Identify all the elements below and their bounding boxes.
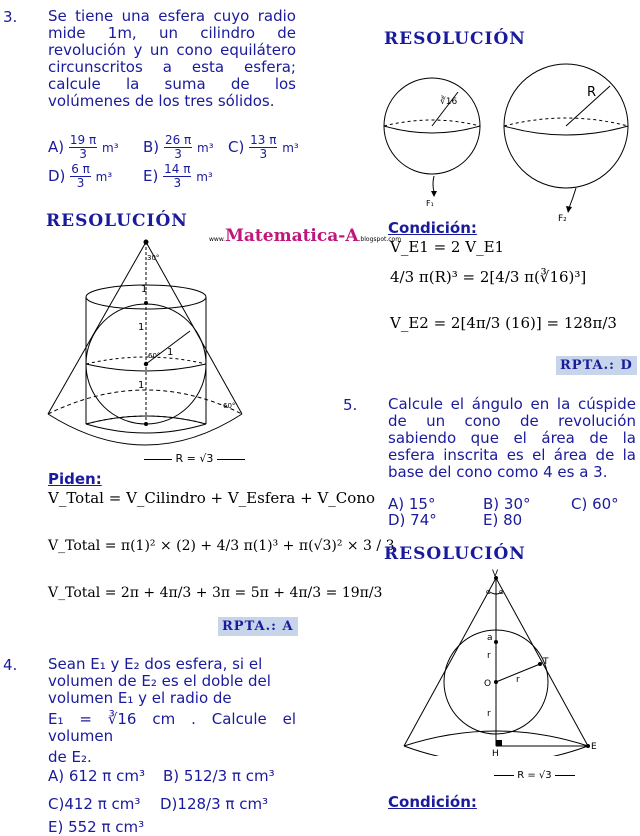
question-3-text: Se tiene una esfera cuyo radio mide 1m, un cilindro de revolución y un cono equilátero circunscritos a esta esfera; calcule la suma de los volúmenes de los tres sólidos.: [48, 7, 296, 110]
fig1-label-1a: 1: [141, 284, 148, 295]
fig1-label-1d: 1: [167, 347, 174, 358]
fig1-angle-mid: 60°: [148, 352, 161, 360]
question-5-number: 5.: [343, 396, 358, 414]
fig2-label-f2: F₂: [558, 214, 567, 224]
q5-option-b[interactable]: B) 30°: [483, 495, 531, 513]
q4-option-b[interactable]: B) 512/3 π cm³: [163, 767, 275, 785]
resolucion-heading-q4: RESOLUCIÓN: [384, 29, 526, 49]
question-5-text: Calcule el ángulo en la cúspide de un cono de revolución sabiendo que el área de la esfera inscrita es el área de la base del cono como 4 es a 3.: [388, 395, 636, 481]
question-4-text: Sean E₁ y E₂ dos esfera, si el volumen de E₂ es el doble del volumen E₁ y el radio de E₁ = ∛16 cm . Calcule el volumen de E₂.: [48, 655, 296, 766]
site-logo: www.Matematica-A.blogspot.com: [209, 226, 402, 246]
q5-option-e[interactable]: E) 80: [483, 511, 523, 529]
fig3-label-v: V: [492, 569, 499, 579]
q3-option-c[interactable]: C) $\frac{13 \pi}{3}$ m³: [228, 133, 299, 161]
condicion-equation-1: V_E1 = 2 V_E1: [390, 238, 505, 256]
q3-option-a[interactable]: A) $\frac{19 \pi}{3}$ m³: [48, 133, 119, 161]
fig1-angle-base: 60°: [223, 402, 236, 410]
fig3-label-o: O: [484, 679, 492, 689]
fig3-label-r2: r: [516, 675, 520, 685]
condicion-label-q5: Condición:: [388, 793, 477, 811]
fig1-label-1c: 1: [138, 380, 145, 391]
piden-equation-3: V_Total = 2π + 4π/3 + 3π = 5π + 4π/3 = 19π/3: [48, 585, 383, 601]
fig1-angle-top: 30°: [147, 254, 160, 262]
fig1-radius-label: R = √3: [144, 452, 245, 465]
q3-option-e[interactable]: E) $\frac{14 \pi}{3}$ m³: [143, 162, 213, 190]
resolucion-heading-q5: RESOLUCIÓN: [384, 544, 526, 564]
q4-option-a[interactable]: A) 612 π cm³: [48, 767, 145, 785]
fig3-label-alpha1: α: [486, 588, 491, 596]
fig2-label-f1: F₁: [426, 199, 434, 208]
fig3-label-a: a: [487, 633, 493, 643]
resolucion-heading-q3: RESOLUCIÓN: [46, 211, 188, 231]
figure-two-spheres: [378, 60, 640, 230]
q5-option-d[interactable]: D) 74°: [388, 511, 437, 529]
fig3-label-r1: r: [487, 651, 491, 661]
figure-cone-inscribed-sphere: [390, 566, 602, 756]
q5-option-c[interactable]: C) 60°: [571, 495, 619, 513]
answer-q3: RPTA.: A: [218, 617, 298, 636]
fig3-label-h: H: [492, 749, 499, 756]
fig1-label-1b: 1: [138, 322, 145, 333]
q3-option-d[interactable]: D) $\frac{6 \pi}{3}$ m³: [48, 162, 113, 190]
piden-equation-2: V_Total = π(1)² × (2) + 4/3 π(1)³ + π(√3)² × 3 / 3: [48, 538, 395, 554]
fig3-radius-label: R = √3: [494, 770, 575, 781]
fig3-label-t: T: [543, 657, 549, 667]
fig3-label-r3: r: [487, 709, 491, 719]
q4-option-e[interactable]: E) 552 π cm³: [48, 818, 145, 836]
piden-label: Piden:: [48, 470, 102, 488]
piden-equation-1: V_Total = V_Cilindro + V_Esfera + V_Cono: [48, 489, 376, 507]
fig3-label-e: E: [591, 742, 597, 752]
question-3-number: 3.: [3, 8, 18, 26]
figure-cone-cylinder-sphere: [30, 236, 262, 468]
answer-q4: RPTA.: D: [556, 356, 637, 375]
q4-option-d[interactable]: D)128/3 π cm³: [160, 795, 269, 813]
fig3-label-alpha2: α: [499, 588, 504, 596]
fig2-radius-small: ∛16: [440, 97, 458, 107]
q3-option-b[interactable]: B) $\frac{26 \pi}{3}$ m³: [143, 133, 214, 161]
condicion-equation-2: 4/3 π(R)³ = 2[4/3 π(∛16)³]: [390, 268, 587, 286]
condicion-equation-3: V_E2 = 2[4π/3 (16)] = 128π/3: [390, 314, 617, 332]
question-4-number: 4.: [3, 656, 18, 674]
q4-option-c[interactable]: C)412 π cm³: [48, 795, 141, 813]
q5-option-a[interactable]: A) 15°: [388, 495, 436, 513]
condicion-label-q4: Condición:: [388, 219, 477, 237]
fig2-radius-big: R: [587, 85, 597, 100]
